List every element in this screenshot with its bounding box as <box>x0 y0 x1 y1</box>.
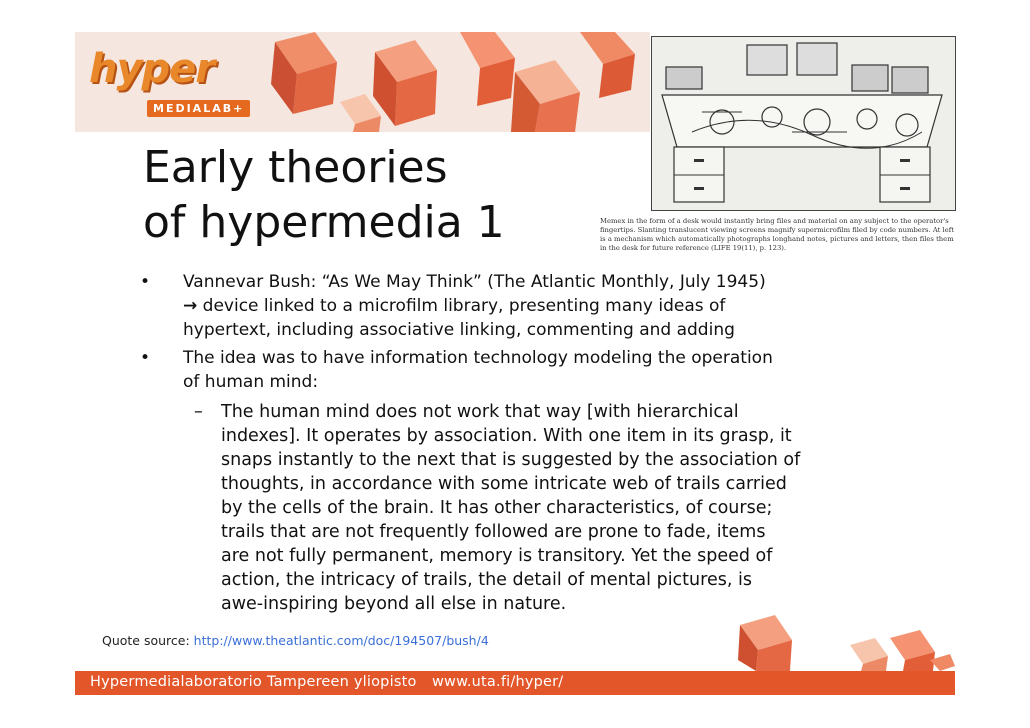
sub-bullet-quote <box>130 400 890 616</box>
quote-line: The human mind does not work that way [with hierarchical <box>221 402 739 422</box>
logo-wordmark: hyper <box>89 46 215 92</box>
dash-icon: – <box>194 402 203 422</box>
quote-line: snaps instantly to the next that is suggested by the association of <box>221 450 801 470</box>
quote-line: are not fully permanent, memory is transitory. Yet the speed of <box>221 546 773 566</box>
cube-icon <box>738 615 792 671</box>
quote-line: indexes]. It operates by association. With one item in its grasp, it <box>221 426 792 446</box>
footer-bar <box>75 671 955 695</box>
logo-subtitle: MEDIALAB+ <box>147 100 250 117</box>
quote-line: thoughts, in accordance with some intricate web of trails carried <box>221 474 787 494</box>
bullet-line: Vannevar Bush: “As We May Think” (The Atlantic Monthly, July 1945) <box>183 272 766 292</box>
bullet-dot-icon: • <box>140 272 151 292</box>
bullet-item <box>130 270 890 342</box>
quote-source-link[interactable]: http://www.theatlantic.com/doc/194507/bush/4 <box>193 633 489 648</box>
bullet-line: device linked to a microfilm library, presenting many ideas of <box>197 296 726 316</box>
cube-icon <box>850 638 888 671</box>
quote-line: by the cells of the brain. It has other characteristics, of course; <box>221 498 773 518</box>
quote-line: action, the intricacy of trails, the detail of mental pictures, is <box>221 570 752 590</box>
cube-icon <box>890 630 935 671</box>
bullet-dot-icon: • <box>140 348 151 368</box>
slide-title <box>143 140 505 250</box>
memex-desk-illustration <box>651 36 956 211</box>
bullet-item <box>130 346 890 394</box>
title-line-2: of hypermedia 1 <box>143 197 505 248</box>
quote-line: awe-inspiring beyond all else in nature. <box>221 594 567 614</box>
bullet-line: of human mind: <box>183 372 319 392</box>
hypermedialab-logo <box>75 36 255 131</box>
slide-body <box>130 270 890 616</box>
figure-caption: Memex in the form of a desk would instantly bring files and material on any subject to the operator's fingertips. Slanting translucent viewing screens magnify supermicrofilm filed by code numbers. At left is a mechanism which automatically photographs longhand notes, pictures and letters, then files them in the desk for future reference (LIFE 19(11), p. 123). <box>600 217 954 252</box>
footer-university: Tampereen yliopisto <box>267 674 417 690</box>
footer-url[interactable]: www.uta.fi/hyper/ <box>432 674 564 690</box>
quote-source <box>102 633 489 648</box>
footer-cubes-decoration <box>700 590 955 671</box>
title-line-1: Early theories <box>143 142 448 193</box>
arrow-right-icon: → <box>183 296 198 316</box>
bullet-line: hypertext, including associative linking, commenting and adding <box>183 320 735 340</box>
footer-lab: Hypermedialaboratorio <box>90 674 262 690</box>
quote-line: trails that are not frequently followed are prone to fade, items <box>221 522 766 542</box>
quote-source-label: Quote source: <box>102 633 194 648</box>
bullet-line: The idea was to have information technology modeling the operation <box>183 348 773 368</box>
